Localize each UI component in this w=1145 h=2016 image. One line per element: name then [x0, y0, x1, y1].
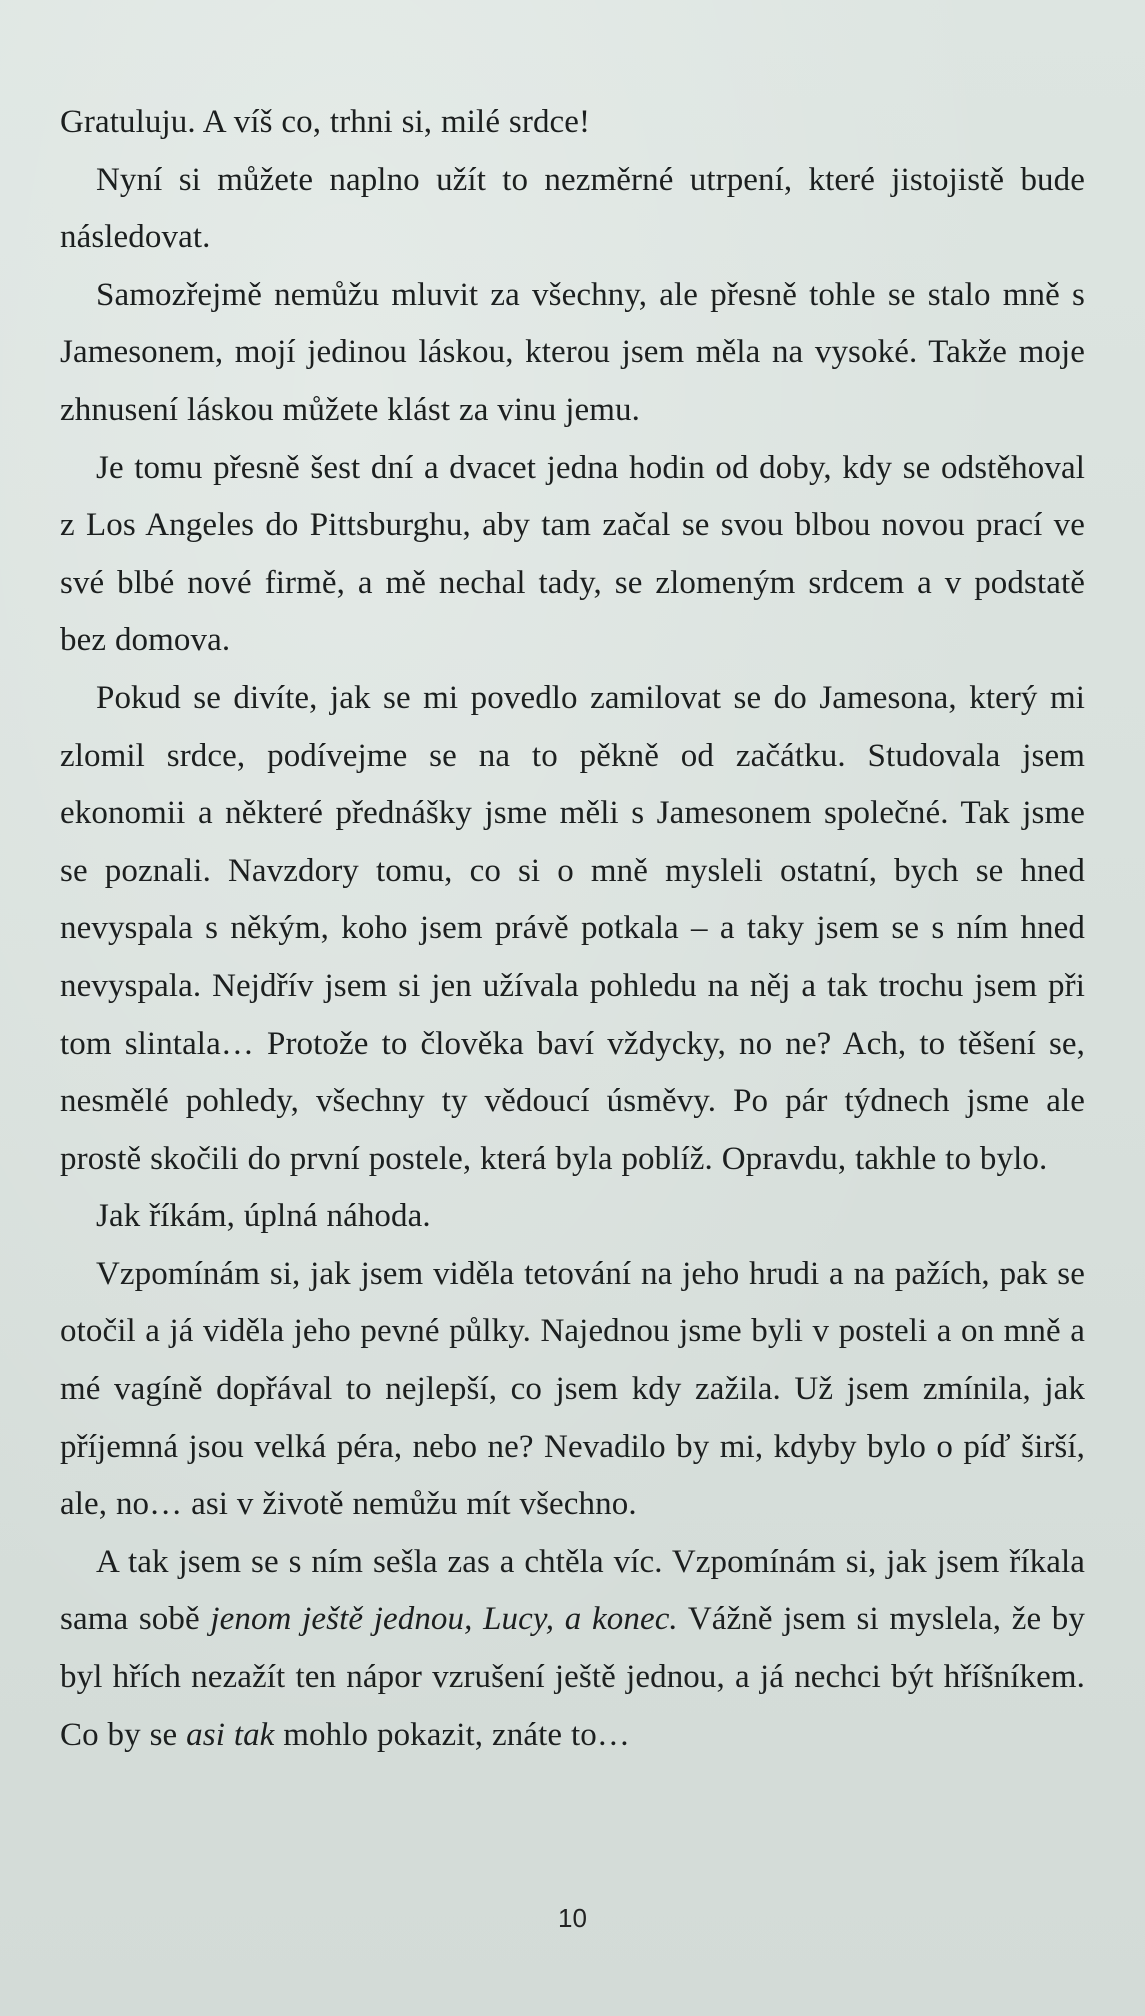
paragraph-4 [60, 440, 1085, 670]
text-segment: Vzpomínám si, jak jsem viděla tetování na jeho hrudi a na pažích, pak se otočil a já viděla jeho pevné půlky. Najednou jsme byli v posteli a on mně a mé vagíně dopřával to nejlepší, co jsem kdy zažila. Už jsem zmínila, jak příjemná jsou velká péra, nebo ne? Nevadilo by mi, kdyby bylo o píď širší, ale, no… asi v životě nemůžu mít všechno. [60, 1255, 1085, 1523]
text-segment: mohlo pokazit, znáte to… [274, 1716, 630, 1753]
paragraph-7 [60, 1246, 1085, 1534]
paragraph-6 [60, 1188, 1085, 1246]
text-segment: Pokud se divíte, jak se mi povedlo zamilovat se do Jamesona, který mi zlomil srdce, podívejme se na to pěkně od začátku. Studovala jsem ekonomii a některé přednášky jsme měli s Jamesonem společné. Tak jsme se poznali. Navzdory tomu, co si o mně mysleli ostatní, bych se hned nevyspala s někým, koho jsem právě potkala – a taky jsem se s ním hned nevyspala. Nejdřív jsem si jen užívala pohledu na něj a tak trochu jsem při tom slintala… Protože to člověka baví vždycky, no ne? Ach, to těšení se, nesmělé pohledy, všechny ty vědoucí úsměvy. Po pár týdnech jsme ale prostě skočili do první postele, která byla poblíž. Opravdu, takhle to bylo. [60, 679, 1085, 1177]
body-text [60, 94, 1085, 1764]
italic-text-segment: jenom ještě jednou, Lucy, a konec. [210, 1601, 678, 1638]
paragraph-8 [60, 1534, 1085, 1764]
paragraph-2 [60, 152, 1085, 267]
paragraph-5 [60, 670, 1085, 1188]
text-segment: Jak říkám, úplná náhoda. [96, 1198, 431, 1235]
text-segment: Gratuluju. A víš co, trhni si, milé srdce! [60, 104, 591, 140]
paragraph-3 [60, 267, 1085, 440]
text-segment: Samozřejmě nemůžu mluvit za všechny, ale přesně tohle se stalo mně s Jamesonem, mojí jedinou láskou, kterou jsem měla na vysoké. Takže moje zhnusení láskou můžete klást za vinu jemu. [60, 276, 1085, 428]
text-segment: Nyní si můžete naplno užít to nezměrné utrpení, které jistojistě bude následovat. [60, 161, 1085, 256]
text-segment: Vážně jsem si myslela, že by byl hřích nezažít ten nápor vzrušení ještě jednou, a já nechci být hříšníkem. Co by se [60, 1601, 1086, 1753]
text-segment: A tak jsem se s ním sešla zas a chtěla víc. Vzpomínám si, jak jsem říkala sama sobě [60, 1543, 1085, 1638]
text-segment: Je tomu přesně šest dní a dvacet jedna hodin od doby, kdy se odstěhoval z Los Angeles do Pittsburghu, aby tam začal se svou blbou novou prací ve své blbé nové firmě, a mě nechal tady, se zlomeným srdcem a v podstatě bez domova. [60, 449, 1085, 659]
italic-text-segment: asi tak [186, 1716, 275, 1753]
page-number: 10 [558, 1903, 587, 1933]
paragraph-1 [60, 94, 1085, 152]
